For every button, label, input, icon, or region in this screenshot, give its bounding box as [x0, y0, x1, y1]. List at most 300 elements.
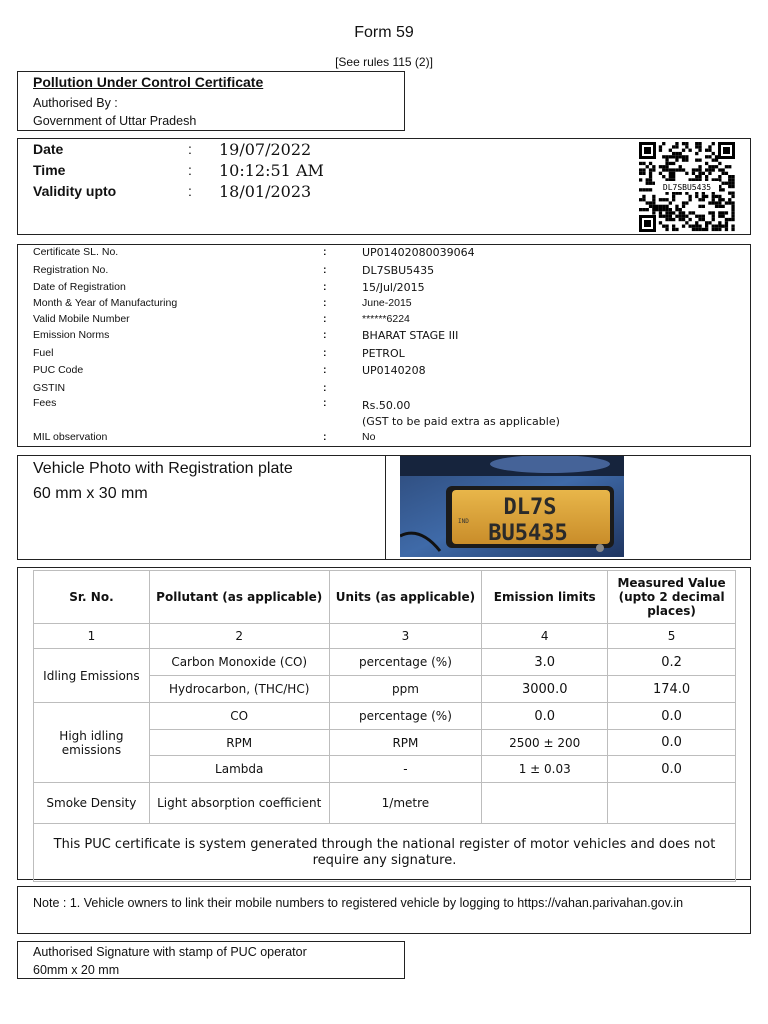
qr-module — [712, 142, 715, 145]
qr-module — [662, 155, 665, 158]
detail-value: PETROL — [362, 347, 405, 360]
qr-module — [705, 228, 708, 231]
qr-module — [725, 228, 728, 231]
detail-colon: : — [323, 382, 327, 394]
qr-module — [652, 168, 655, 171]
column-number: 4 — [482, 624, 608, 649]
qr-module — [672, 228, 675, 231]
qr-module — [672, 172, 675, 175]
measured-cell: 0.0 — [608, 703, 736, 730]
date-label: Date — [33, 141, 64, 157]
qr-module — [695, 159, 698, 162]
photo-title: Vehicle Photo with Registration plate — [33, 460, 293, 477]
detail-label: Fuel — [33, 347, 54, 359]
qr-module — [725, 182, 728, 185]
qr-module — [669, 155, 672, 158]
qr-module — [689, 149, 692, 152]
qr-module — [685, 145, 688, 148]
qr-module — [708, 155, 711, 158]
qr-module — [642, 188, 645, 191]
column-number: 3 — [329, 624, 482, 649]
qr-module — [698, 175, 701, 178]
qr-module — [712, 218, 715, 221]
qr-module — [725, 165, 728, 168]
qr-module — [669, 162, 672, 165]
qr-module — [679, 152, 682, 155]
qr-module — [649, 168, 652, 171]
qr-module — [728, 192, 731, 195]
emissions-table — [33, 570, 736, 882]
qr-module — [665, 211, 668, 214]
qr-module — [689, 225, 692, 228]
qr-module — [731, 175, 734, 178]
qr-module — [698, 205, 701, 208]
qr-module — [665, 165, 668, 168]
qr-module — [712, 195, 715, 198]
table-row — [34, 649, 736, 676]
qr-module — [659, 221, 662, 224]
qr-module — [712, 211, 715, 214]
qr-module — [685, 172, 688, 175]
group-high-idling: High idling emissions — [34, 703, 150, 783]
limit-cell — [482, 783, 608, 824]
detail-colon: : — [323, 364, 327, 376]
qr-module — [662, 215, 665, 218]
plate-prefix: IND — [458, 518, 469, 525]
measured-cell: 0.0 — [608, 730, 736, 756]
qr-module — [705, 195, 708, 198]
signature-size: 60mm x 20 mm — [33, 963, 120, 977]
qr-module — [718, 221, 721, 224]
qr-module — [712, 168, 715, 171]
qr-module — [665, 198, 668, 201]
qr-module — [675, 205, 678, 208]
qr-module — [689, 195, 692, 198]
unit-cell: RPM — [329, 730, 482, 756]
qr-module — [725, 221, 728, 224]
qr-module — [695, 228, 698, 231]
column-number: 2 — [149, 624, 329, 649]
detail-label: Registration No. — [33, 264, 109, 276]
header-units: Units (as applicable) — [329, 571, 482, 624]
qr-module — [652, 165, 655, 168]
validity-colon: : — [188, 183, 192, 199]
qr-module — [639, 172, 642, 175]
authority-name: Government of Uttar Pradesh — [33, 114, 197, 128]
qr-module — [652, 205, 655, 208]
qr-module — [718, 162, 721, 165]
qr-module — [659, 205, 662, 208]
vehicle-photo — [400, 456, 624, 557]
qr-module — [652, 195, 655, 198]
qr-module — [731, 192, 734, 195]
qr-module — [728, 182, 731, 185]
qr-module — [682, 149, 685, 152]
qr-module — [646, 201, 649, 204]
qr-module — [731, 185, 734, 188]
qr-module — [695, 225, 698, 228]
qr-module — [722, 205, 725, 208]
qr-module — [675, 159, 678, 162]
photo-frame — [385, 455, 753, 560]
qr-module — [712, 198, 715, 201]
qr-module — [662, 175, 665, 178]
qr-module — [702, 205, 705, 208]
qr-module — [669, 208, 672, 211]
header-pollutant: Pollutant (as applicable) — [149, 571, 329, 624]
qr-module — [642, 198, 645, 201]
qr-module — [718, 211, 721, 214]
qr-module — [682, 215, 685, 218]
qr-module — [712, 159, 715, 162]
qr-module — [695, 168, 698, 171]
qr-module — [685, 159, 688, 162]
qr-module — [665, 208, 668, 211]
qr-module — [679, 155, 682, 158]
qr-module — [675, 228, 678, 231]
measured-cell: 0.2 — [608, 649, 736, 676]
qr-module — [705, 175, 708, 178]
qr-module — [682, 225, 685, 228]
qr-module — [665, 225, 668, 228]
qr-module — [672, 168, 675, 171]
qr-module — [698, 168, 701, 171]
detail-value: 15/Jul/2015 — [362, 281, 425, 294]
qr-module — [685, 142, 688, 145]
qr-module — [679, 165, 682, 168]
qr-module — [659, 165, 662, 168]
qr-module — [718, 225, 721, 228]
detail-label: MIL observation — [33, 431, 108, 443]
rules-reference: [See rules 115 (2)] — [335, 55, 433, 69]
qr-module — [695, 152, 698, 155]
qr-module — [722, 198, 725, 201]
qr-module — [652, 211, 655, 214]
qr-module — [669, 215, 672, 218]
qr-module — [722, 168, 725, 171]
qr-module — [685, 221, 688, 224]
limit-cell: 3000.0 — [482, 676, 608, 703]
qr-module — [708, 221, 711, 224]
qr-module — [705, 168, 708, 171]
qr-module — [731, 201, 734, 204]
qr-module — [712, 215, 715, 218]
qr-module — [708, 168, 711, 171]
measured-cell: 174.0 — [608, 676, 736, 703]
qr-module — [682, 205, 685, 208]
qr-module — [695, 142, 698, 145]
qr-module — [665, 162, 668, 165]
qr-module — [715, 201, 718, 204]
qr-module — [649, 188, 652, 191]
qr-module — [662, 225, 665, 228]
header-measured: Measured Value (upto 2 decimal places) — [608, 571, 736, 624]
qr-module — [639, 198, 642, 201]
table-row — [34, 783, 736, 824]
qr-module — [702, 228, 705, 231]
qr-module — [682, 155, 685, 158]
unit-cell: 1/metre — [329, 783, 482, 824]
vahan-note: Note : 1. Vehicle owners to link their mobile numbers to registered vehicle by logging to https://vahan.parivahan.gov.in — [33, 896, 684, 910]
qr-module — [649, 182, 652, 185]
qr-module — [642, 168, 645, 171]
date-time-box — [17, 138, 751, 235]
qr-module — [642, 208, 645, 211]
qr-module — [715, 225, 718, 228]
qr-module — [705, 225, 708, 228]
qr-module — [682, 168, 685, 171]
qr-module — [728, 185, 731, 188]
detail-colon: : — [323, 281, 327, 293]
qr-module — [708, 172, 711, 175]
qr-module — [698, 215, 701, 218]
qr-module — [718, 198, 721, 201]
qr-module — [662, 205, 665, 208]
qr-module — [682, 159, 685, 162]
qr-module — [722, 215, 725, 218]
qr-module — [649, 172, 652, 175]
qr-module — [665, 218, 668, 221]
limit-cell: 0.0 — [482, 703, 608, 730]
detail-colon: : — [323, 347, 327, 359]
qr-module — [731, 218, 734, 221]
system-generated-note: This PUC certificate is system generated through the national register of motor vehicles and does not require any signature. — [34, 824, 736, 882]
group-idling: Idling Emissions — [34, 649, 150, 703]
qr-module — [669, 201, 672, 204]
qr-module — [718, 175, 721, 178]
qr-module — [639, 178, 642, 181]
validity-value: 18/01/2023 — [219, 182, 312, 201]
qr-module — [731, 211, 734, 214]
qr-module — [692, 225, 695, 228]
qr-module — [718, 195, 721, 198]
qr-module — [712, 152, 715, 155]
plate-line-2: BU5435 — [488, 521, 568, 546]
limit-cell: 2500 ± 200 — [482, 730, 608, 756]
unit-cell: ppm — [329, 676, 482, 703]
detail-colon: : — [323, 297, 327, 309]
detail-label: Valid Mobile Number — [33, 313, 130, 325]
qr-module — [646, 178, 649, 181]
limit-cell: 3.0 — [482, 649, 608, 676]
detail-value: ******6224 — [362, 313, 410, 325]
detail-label: Month & Year of Manufacturing — [33, 297, 178, 309]
validity-label: Validity upto — [33, 183, 117, 199]
qr-module — [679, 218, 682, 221]
qr-module — [708, 211, 711, 214]
qr-module — [728, 178, 731, 181]
qr-module — [665, 168, 668, 171]
detail-value: UP0140208 — [362, 364, 426, 377]
qr-module — [642, 195, 645, 198]
qr-module — [712, 228, 715, 231]
qr-module — [712, 165, 715, 168]
signature-label: Authorised Signature with stamp of PUC operator — [33, 945, 307, 959]
qr-module — [708, 165, 711, 168]
detail-label: Certificate SL. No. — [33, 246, 119, 258]
measured-cell: 0.0 — [608, 756, 736, 783]
detail-colon: : — [323, 397, 327, 409]
qr-module — [718, 205, 721, 208]
qr-module — [715, 159, 718, 162]
qr-module — [649, 175, 652, 178]
qr-module — [649, 178, 652, 181]
pollutant-cell: Carbon Monoxide (CO) — [149, 649, 329, 676]
pollutant-cell: RPM — [149, 730, 329, 756]
qr-module — [665, 155, 668, 158]
qr-module — [722, 188, 725, 191]
qr-module — [695, 215, 698, 218]
qr-module — [708, 145, 711, 148]
detail-colon: : — [323, 431, 327, 443]
detail-value: June-2015 — [362, 297, 412, 309]
qr-module — [715, 195, 718, 198]
header-limits: Emission limits — [482, 571, 608, 624]
plate-line-1: DL7S — [503, 495, 557, 520]
qr-module — [662, 198, 665, 201]
qr-module — [698, 149, 701, 152]
pollutant-cell: CO — [149, 703, 329, 730]
qr-module — [672, 225, 675, 228]
qr-module — [695, 195, 698, 198]
qr-module — [675, 145, 678, 148]
qr-module — [656, 208, 659, 211]
qr-code — [638, 141, 736, 233]
qr-module — [695, 175, 698, 178]
unit-cell: - — [329, 756, 482, 783]
qr-module — [698, 159, 701, 162]
pollutant-cell: Hydrocarbon, (THC/HC) — [149, 676, 329, 703]
qr-module — [662, 168, 665, 171]
qr-module — [689, 211, 692, 214]
qr-module — [669, 168, 672, 171]
qr-module — [698, 172, 701, 175]
qr-module — [705, 162, 708, 165]
qr-module — [652, 198, 655, 201]
qr-module — [646, 165, 649, 168]
qr-module — [698, 165, 701, 168]
detail-colon: : — [323, 313, 327, 325]
qr-module — [675, 152, 678, 155]
qr-module — [679, 215, 682, 218]
qr-module — [665, 228, 668, 231]
qr-module — [731, 205, 734, 208]
qr-module — [669, 149, 672, 152]
qr-module — [675, 142, 678, 145]
qr-module — [725, 211, 728, 214]
qr-module — [652, 201, 655, 204]
qr-module — [672, 155, 675, 158]
group-smoke-density: Smoke Density — [34, 783, 150, 824]
qr-module — [662, 208, 665, 211]
authorised-by-label: Authorised By : — [33, 96, 118, 110]
time-colon: : — [188, 162, 192, 178]
qr-module — [731, 182, 734, 185]
qr-module — [679, 168, 682, 171]
qr-module — [662, 165, 665, 168]
qr-module — [675, 208, 678, 211]
qr-module — [722, 225, 725, 228]
detail-label: GSTIN — [33, 382, 66, 394]
qr-module — [685, 215, 688, 218]
qr-module — [705, 155, 708, 158]
qr-module — [692, 172, 695, 175]
date-colon: : — [188, 141, 192, 157]
column-number: 1 — [34, 624, 150, 649]
date-value: 19/07/2022 — [219, 140, 312, 159]
qr-module — [698, 198, 701, 201]
qr-module — [649, 201, 652, 204]
qr-module — [722, 172, 725, 175]
qr-module — [698, 218, 701, 221]
certificate-title: Pollution Under Control Certificate — [33, 74, 264, 90]
qr-module — [725, 201, 728, 204]
qr-module — [695, 145, 698, 148]
qr-module — [731, 178, 734, 181]
qr-module — [715, 228, 718, 231]
qr-module — [698, 228, 701, 231]
detail-colon: : — [323, 264, 327, 276]
qr-module — [698, 142, 701, 145]
qr-module — [725, 218, 728, 221]
qr-module — [665, 205, 668, 208]
qr-module — [675, 168, 678, 171]
qr-module — [731, 215, 734, 218]
qr-module — [689, 198, 692, 201]
detail-value: Rs.50.00 — [362, 399, 411, 412]
qr-module — [646, 188, 649, 191]
qr-module — [672, 198, 675, 201]
pollutant-cell: Lambda — [149, 756, 329, 783]
qr-module — [672, 175, 675, 178]
qr-module — [669, 218, 672, 221]
qr-module — [715, 165, 718, 168]
qr-module — [731, 195, 734, 198]
qr-module — [731, 228, 734, 231]
qr-module — [642, 162, 645, 165]
qr-module — [718, 168, 721, 171]
qr-module — [705, 149, 708, 152]
vehicle-photo-box — [17, 455, 751, 560]
detail-value: DL7SBU5435 — [362, 264, 435, 277]
qr-module — [708, 149, 711, 152]
authority-box — [17, 71, 405, 131]
qr-module — [682, 201, 685, 204]
qr-module — [669, 175, 672, 178]
signature-box — [17, 941, 405, 979]
qr-caption: DL7SBU5435 — [662, 183, 712, 192]
detail-value: UP01402080039064 — [362, 246, 475, 259]
qr-module — [702, 172, 705, 175]
qr-module — [728, 198, 731, 201]
qr-module — [679, 208, 682, 211]
qr-module — [646, 182, 649, 185]
qr-module — [718, 215, 721, 218]
qr-module — [652, 208, 655, 211]
qr-module — [685, 201, 688, 204]
qr-module — [675, 155, 678, 158]
qr-module — [659, 211, 662, 214]
qr-module — [649, 205, 652, 208]
detail-label: Date of Registration — [33, 281, 126, 293]
qr-module — [639, 168, 642, 171]
measured-cell — [608, 783, 736, 824]
pollutant-cell: Light absorption coefficient — [149, 783, 329, 824]
qr-module — [672, 195, 675, 198]
qr-module — [682, 211, 685, 214]
qr-module — [639, 188, 642, 191]
qr-module — [712, 201, 715, 204]
